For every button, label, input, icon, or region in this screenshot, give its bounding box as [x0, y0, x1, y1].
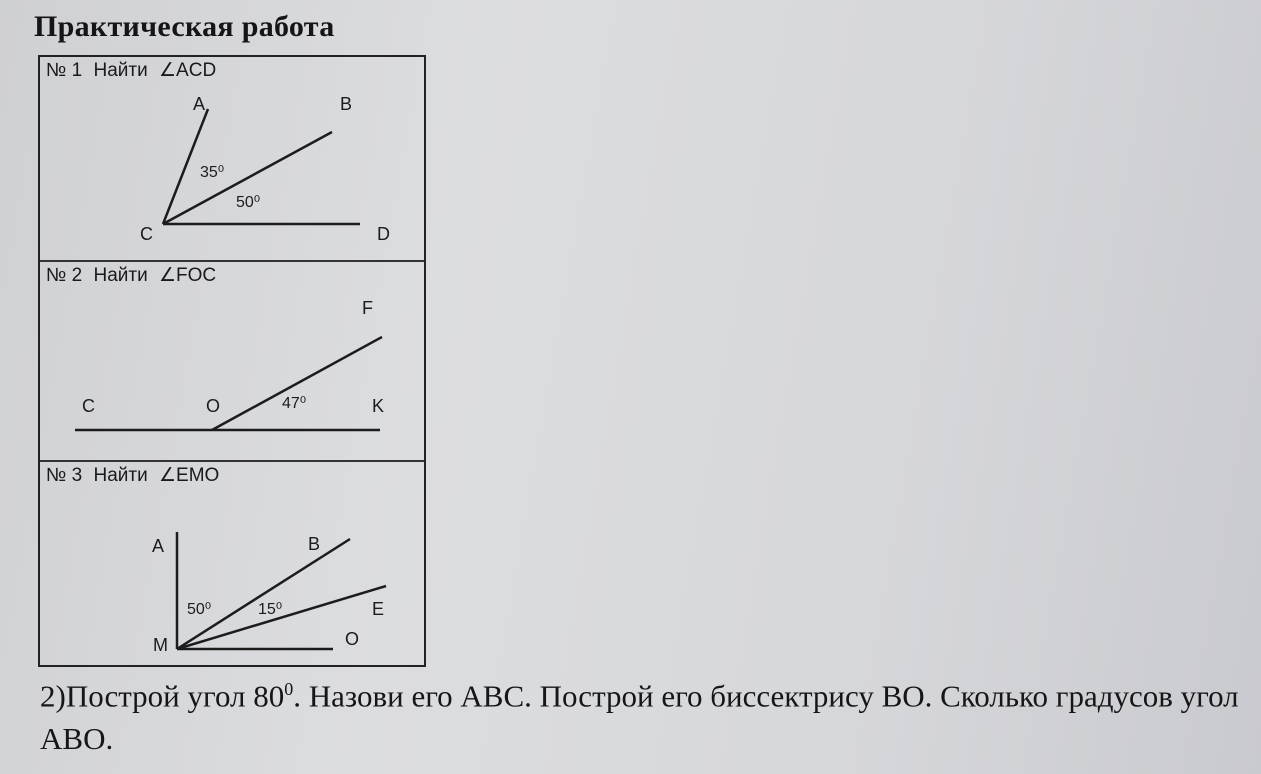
- angle-50-label: 50⁰: [187, 601, 212, 618]
- task-1-target: ∠ACD: [159, 60, 217, 81]
- point-c-label: C: [82, 396, 95, 416]
- task-1-diagram: [40, 57, 424, 262]
- point-o-label: O: [345, 629, 360, 649]
- angle-50-label: 50⁰: [236, 194, 261, 211]
- point-f-label: F: [362, 298, 373, 318]
- task-2-text-start: 2)Построй угол 80: [40, 678, 285, 714]
- task-1-prompt: Найти: [93, 60, 148, 81]
- task-2-diagram: [40, 262, 424, 462]
- point-b-label: B: [340, 94, 353, 114]
- task-3-number: № 3: [46, 465, 83, 486]
- task-3-diagram: [40, 462, 424, 665]
- task-2-text-end: . Назови его АВС. Построй его биссектрису ВО. Сколько градусов угол АВО.: [40, 678, 1239, 757]
- angle-15-label: 15⁰: [258, 601, 283, 618]
- page-title: Практическая работа: [34, 10, 335, 43]
- task-3-cell: [40, 462, 424, 665]
- task-3-prompt: Найти: [93, 465, 148, 486]
- task-2-cell: [40, 262, 424, 462]
- task-1-heading: [46, 59, 222, 82]
- point-c-label: C: [140, 224, 153, 244]
- task-2-number: № 2: [46, 265, 83, 286]
- task-1-number: № 1: [46, 60, 83, 81]
- task-2-prompt: Найти: [93, 265, 148, 286]
- angle-47-label: 47⁰: [282, 395, 307, 412]
- point-o-label: O: [206, 396, 221, 416]
- point-m-label: M: [153, 635, 168, 655]
- task-2-heading: [46, 264, 222, 287]
- task-2-instruction: [40, 668, 1255, 760]
- point-b-label: B: [308, 534, 321, 554]
- degree-superscript: 0: [284, 679, 294, 699]
- task-3-target: ∠EMO: [159, 465, 220, 486]
- tasks-table: [38, 55, 426, 667]
- task-3-heading: [46, 464, 225, 487]
- point-a-label: A: [152, 536, 165, 556]
- task-2-target: ∠FOC: [159, 265, 217, 286]
- task-1-cell: [40, 57, 424, 262]
- point-k-label: K: [372, 396, 385, 416]
- point-a-label: A: [193, 94, 206, 114]
- point-e-label: E: [372, 599, 385, 619]
- angle-35-label: 35⁰: [200, 164, 225, 181]
- point-d-label: D: [377, 224, 390, 244]
